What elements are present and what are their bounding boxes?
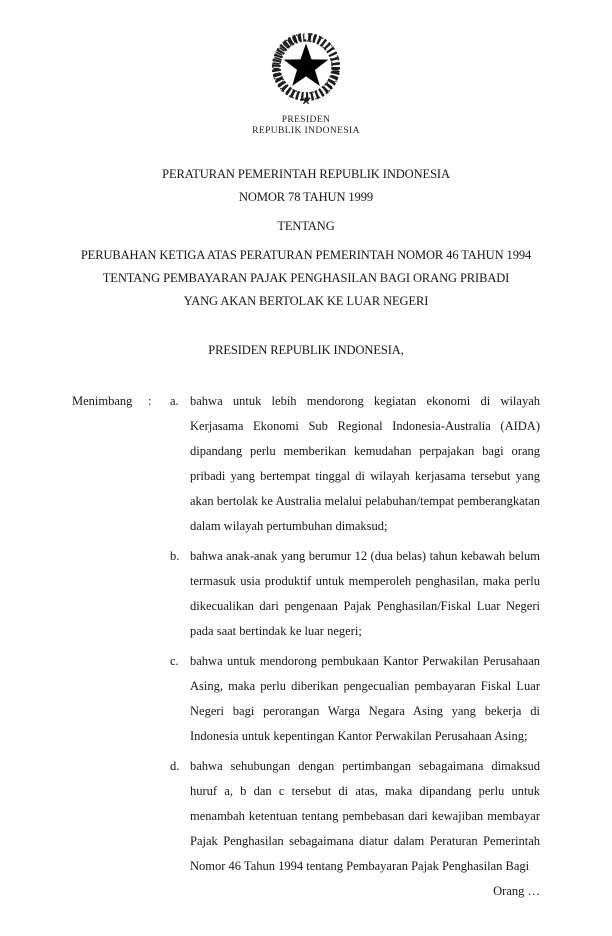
catchword: Orang … [493, 884, 540, 898]
item-letter: c. [170, 654, 179, 668]
item-letter: b. [170, 549, 180, 563]
title-block [72, 163, 540, 362]
consideration-item-c [170, 649, 540, 749]
subject-line-3: YANG AKAN BERTOLAK KE LUAR NEGERI [183, 294, 429, 308]
menimbang-label: Menimbang [72, 394, 133, 408]
consideration-item-a [170, 389, 540, 539]
regulation-title-line: PERATURAN PEMERINTAH REPUBLIK INDONESIA [162, 167, 450, 181]
subject-line-2: TENTANG PEMBAYARAN PAJAK PENGHASILAN BAGI ORANG PRIBADI [102, 271, 510, 285]
consideration-item-b [170, 544, 540, 644]
item-text: bahwa untuk mendorong pembukaan Kantor Perwakilan Perusahaan Asing, maka perlu diberikan pengecualian pembayaran Fiskal Luar Negeri bagi perorangan Warga Negara Asing yang bekerja di Indonesia untuk kepentingan Kantor Perwakilan Perusahaan Asing; [190, 654, 540, 743]
seal-text-presiden: PRESIDEN [281, 115, 331, 125]
considerations-section [72, 389, 540, 884]
item-text: bahwa untuk lebih mendorong kegiatan ekonomi di wilayah Kerjasama Ekonomi Sub Regional Indonesia-Australia (AIDA) dipandang perlu memberikan kemudahan perpajakan bagi orang pribadi yang bertempat tinggal di wilayah kerjasama tersebut yang akan bertolak ke Australia melalui pelabuhan/tempat pemberangkatan dalam wilayah pertumbuhan dimaksud; [190, 394, 540, 533]
item-letter: a. [170, 394, 179, 408]
salutation-line: PRESIDEN REPUBLIK INDONESIA, [208, 343, 404, 357]
item-text: bahwa sehubungan dengan pertimbangan sebagaimana dimaksud huruf a, b dan c tersebut di atas, maka dipandang perlu untuk menambah ketentuan tentang pembebasan dari kewajiban membayar Pajak Penghasilan sebagaimana diatur dalam Peraturan Pemerintah Nomor 46 Tahun 1994 tentang Pembayaran Pajak Penghasilan Bagi [190, 759, 540, 873]
seal-text-republik-indonesia: REPUBLIK INDONESIA [252, 126, 360, 136]
star-wreath-emblem-icon [265, 28, 347, 108]
presidential-seal [72, 28, 540, 137]
seal-caption [72, 115, 540, 137]
menimbang-colon: : [148, 394, 152, 408]
item-text: bahwa anak-anak yang berumur 12 (dua belas) tahun kebawah belum termasuk usia produktif untuk memperoleh penghasilan, maka perlu dikecualikan dari pengenaan Pajak Penghasilan/Fiskal Luar Negeri pada saat bertindak ke luar negeri; [190, 549, 540, 638]
consideration-item-d [170, 754, 540, 879]
considerations-list [170, 389, 540, 884]
tentang-label: TENTANG [277, 219, 335, 233]
star-icon [284, 43, 329, 86]
item-letter: d. [170, 759, 180, 773]
regulation-number-line: NOMOR 78 TAHUN 1999 [238, 190, 374, 204]
subject-line-1: PERUBAHAN KETIGA ATAS PERATURAN PEMERINTAH NOMOR 46 TAHUN 1994 [80, 248, 532, 262]
